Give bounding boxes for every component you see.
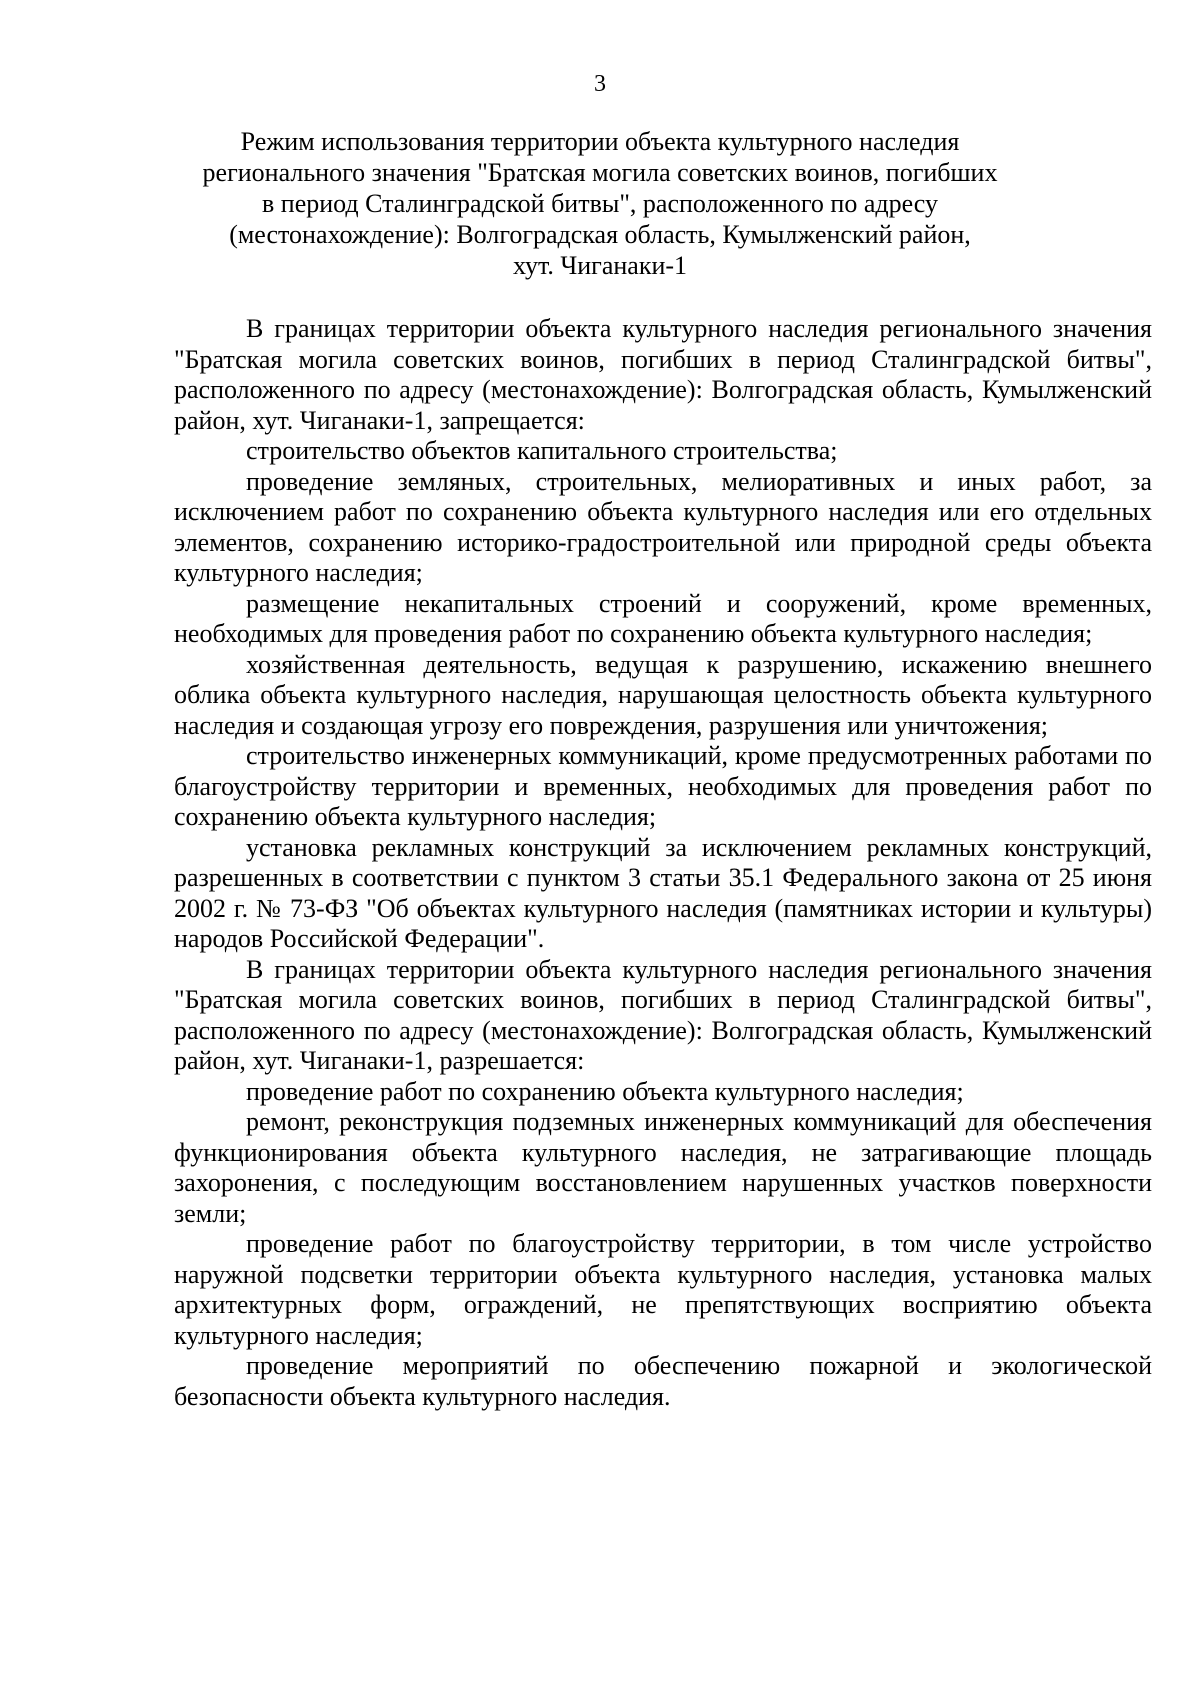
title-line: хут. Чиганаки-1 — [512, 251, 688, 280]
paragraph-item: проведение земляных, строительных, мелиоративных и иных работ, за исключением работ по сохранению объекта культурного наследия или его отдельных элементов, сохранению историко-градостроительной или природной среды объекта культурного наследия; — [174, 466, 1152, 587]
paragraph-item: ремонт, реконструкция подземных инженерных коммуникаций для обеспечения функционирования объекта культурного наследия, не затрагивающие площадь захоронения, с последующим восстановлением нарушенных участков поверхности земли; — [174, 1107, 1152, 1228]
paragraph-item: размещение некапитальных строений и сооружений, кроме временных, необходимых для проведения работ по сохранению объекта культурного наследия; — [174, 588, 1152, 648]
paragraph-permitted-intro: В границах территории объекта культурного наследия регионального значения "Братская могила советских воинов, погибших в период Сталинградской битвы", расположенного по адресу (местонахождение): Волгоградская область, Кумылженский район, хут. Чиганаки-1, разрешается: — [174, 954, 1152, 1075]
paragraph-item: проведение работ по благоустройству территории, в том числе устройство наружной подсветки территории объекта культурного наследия, установка малых архитектурных форм, ограждений, не препятствующих восприятию объекта культурного наследия; — [174, 1229, 1152, 1350]
title-line: регионального значения "Братская могила советских воинов, погибших — [202, 158, 998, 187]
document-body — [174, 314, 1152, 1412]
paragraph-item: проведение работ по сохранению объекта культурного наследия; — [246, 1076, 964, 1106]
title-line: Режим использования территории объекта культурного наследия — [240, 127, 960, 156]
paragraph-item: установка рекламных конструкций за исключением рекламных конструкций, разрешенных в соответствии с пунктом 3 статьи 35.1 Федерального закона от 25 июня 2002 г. № 73-ФЗ "Об объектах культурного наследия (памятниках истории и культуры) народов Российской Федерации". — [174, 832, 1152, 953]
paragraph-item: строительство объектов капитального строительства; — [246, 436, 838, 465]
paragraph-item: проведение мероприятий по обеспечению пожарной и экологической безопасности объекта культурного наследия. — [174, 1351, 1152, 1411]
title-line: (местонахождение): Волгоградская область, Кумылженский район, — [229, 220, 971, 249]
paragraph-item: строительство инженерных коммуникаций, кроме предусмотренных работами по благоустройству территории и временных, необходимых для проведения работ по сохранению объекта культурного наследия; — [174, 741, 1152, 831]
paragraph-item: хозяйственная деятельность, ведущая к разрушению, искажению внешнего облика объекта культурного наследия, нарушающая целостность объекта культурного наследия и создающая угрозу его повреждения, разрушения или уничтожения; — [174, 649, 1152, 740]
page-number: 3 — [594, 71, 606, 97]
document-title — [200, 126, 1000, 281]
title-line: в период Сталинградской битвы", расположенного по адресу — [262, 189, 938, 218]
paragraph-prohibited-intro: В границах территории объекта культурного наследия регионального значения "Братская могила советских воинов, погибших в период Сталинградской битвы", расположенного по адресу (местонахождение): Волгоградская область, Кумылженский район, хут. Чиганаки-1, запрещается: — [174, 314, 1152, 435]
